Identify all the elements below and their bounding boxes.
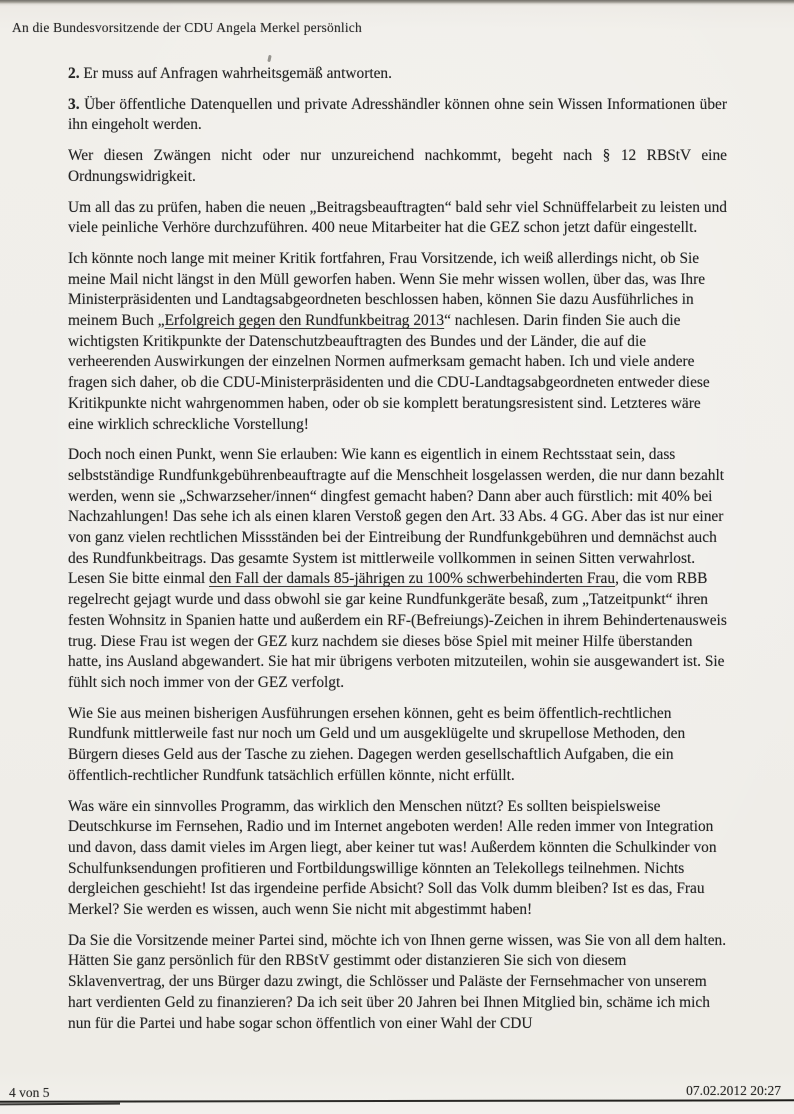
list-number: 2. [68,65,80,82]
paragraph-point-2 [68,64,727,85]
scan-edge-artifact [0,0,794,6]
paragraph-text: Doch noch einen Punkt, wenn Sie erlauben: Wie kann es eigentlich in einem Rechtsstaat sein, dass selbstständige Rundfunkgebührenbeauftragte auf die Menschheit losgelassen werden, die nur dann bezahlt werden, wenn sie „Schwarzseher/innen“ dingfest gemacht haben? Dann aber auch fürstlich: mit 40% bei Nachzahlungen! Das sehe ich als einen klaren Verstoß gegen den Art. 33 Abs. 4 GG. Aber das ist nur einer von ganz vielen rechtlichen Missständen bei der Eintreibung der Rundfunkgebühren und demnächst auch des Rundfunkbeitrags. Das gesamte System ist mittlerweile vollkommen in seinen Sitten verwahrlost. Lesen Sie bitte einmal [68,446,725,588]
paragraph-point-3 [68,95,727,136]
scan-speck-artifact [267,55,271,62]
paragraph-geld-methoden [68,704,727,787]
paragraph-text: Über öffentliche Datenquellen und private Adresshändler können ohne sein Wissen Informationen über ihn eingeholt werden. [68,95,727,134]
paragraph-frage-an-merkel [68,931,727,1035]
list-number: 3. [68,95,80,113]
paragraph-kritik-buch [68,249,727,435]
paragraph-text: , die vom RBB regelrecht gejagt wurde und dass obwohl sie gar keine Rundfunkgeräte besaß, zum „Tatzeitpunkt“ ihren festen Wohnsitz in Spanien hatte und außerdem ein RF-(Befreiungs)-Zeichen in ihrem Behindertenausweis trug. Diese Frau ist wegen der GEZ kurz nachdem sie dieses böse Spiel mit meiner Hilfe überstanden hatte, ins Ausland abgewandert. Sie hat mir übrigens verboten mitzuteilen, wohin sie ausgewandert ist. Sie fühlt sich noch immer von der GEZ verfolgt. [68,570,727,691]
paragraph-beitragsbeauftragte [68,198,727,239]
page-number: 4 von 5 [9,1085,50,1100]
letter-body [68,64,727,1044]
paragraph-text: Um all das zu prüfen, haben die neuen „Beitragsbeauftragten“ bald sehr viel Schnüffelarbeit zu leisten und viele peinliche Verhöre durchzuführen. 400 neue Mitarbeiter hat die GEZ schon jetzt dafür eingestellt. [68,198,727,237]
paragraph-ordnungswidrigkeit [68,146,727,187]
underlined-book-title: Erfolgreich gegen den Rundfunkbeitrag 2013 [164,312,445,330]
footer-divider-line-segment [0,1103,120,1105]
underlined-case-reference: den Fall der damals 85-jährigen zu 100% schwerbehinderten Frau [209,570,616,588]
paragraph-rechtsstaat-fall [68,445,727,693]
scanner-bed-strip [0,1103,794,1114]
paragraph-text: Ich könnte noch lange mit meiner Kritik fortfahren, Frau Vorsitzende, ich weiß allerdings nicht, ob Sie meine Mail nicht längst in den Müll geworfen haben. Wenn Sie mehr wissen wollen, über das, was Ihre Ministerpräsidenten und Landtagsabgeordneten beschlossen haben, können Sie dazu Ausführliches in meinem Buch „ [68,249,706,330]
paragraph-text: Wer diesen Zwängen nicht oder nur unzureichend nachkommt, begeht nach § 12 RBStV eine Ordnungswidrigkeit. [68,147,727,185]
paragraph-text: Er muss auf Anfragen wahrheitsgemäß antworten. [83,65,392,82]
recipient-header: An die Bundesvorsitzende der CDU Angela Merkel persönlich [12,20,362,35]
paragraph-text: Was wäre ein sinnvolles Programm, das wirklich den Menschen nützt? Es sollten beispielsweise Deutschkurse im Fernsehen, Radio und im Internet angeboten werden! Alle reden immer von Integration und davon, dass damit vieles im Argen liegt, aber keiner tut was! Außerdem könnten die Schulkinder von Schulfunksendungen profitieren und Fortbildungswillige könnten an Telekollegs teilnehmen. Nichts dergleichen geschieht! Ist das irgendeine perfide Absicht? Soll das Volk dumm bleiben? Ist es das, Frau Merkel? Sie werden es wissen, auch wenn Sie nicht mit abgestimmt haben! [68,797,717,919]
paragraph-text: “ nachlesen. Darin finden Sie auch die wichtigsten Kritikpunkte der Datenschutzbeauftragten des Bundes und der Länder, die auf die verheerenden Auswirkungen der einzelnen Normen aufmerksam gemacht haben. Ich und viele andere fragen sich daher, ob die CDU-Ministerpräsidenten und die CDU-Landtagsabgeordneten entweder diese Kritikpunkte nicht wahrgenommen haben, oder ob sie komplett beratungsresistent sind. Letzteres wäre eine wirklich schreckliche Vorstellung! [68,312,710,433]
paragraph-text: Da Sie die Vorsitzende meiner Partei sind, möchte ich von Ihnen gerne wissen, was Sie von all dem halten. Hätten Sie ganz persönlich für den RBStV gestimmt oder distanzieren Sie sich von diesem Sklavenvertrag, der uns Bürger dazu zwingt, die Schlösser und Paläste der Fernsehmacher von unserem hart verdienten Geld zu finanzieren? Da ich seit über 20 Jahren bei Ihnen Mitglied bin, schäme ich mich nun für die Partei und habe sogar schon öffentlich von einer Wahl der CDU [68,931,727,1032]
paragraph-sinnvolles-programm [68,797,727,921]
print-timestamp: 07.02.2012 20:27 [686,1083,781,1098]
paragraph-text: Wie Sie aus meinen bisherigen Ausführungen ersehen können, geht es beim öffentlich-rechtlichen Rundfunk mittlerweile fast nur noch um Geld und um ausgeklügelte und skrupellose Methoden, den Bürgern dieses Geld aus der Tasche zu ziehen. Dagegen werden gesellschaftlich Aufgaben, die ein öffentlich-rechtlicher Rundfunk tatsächlich erfüllen könnte, nicht erfüllt. [68,704,686,784]
